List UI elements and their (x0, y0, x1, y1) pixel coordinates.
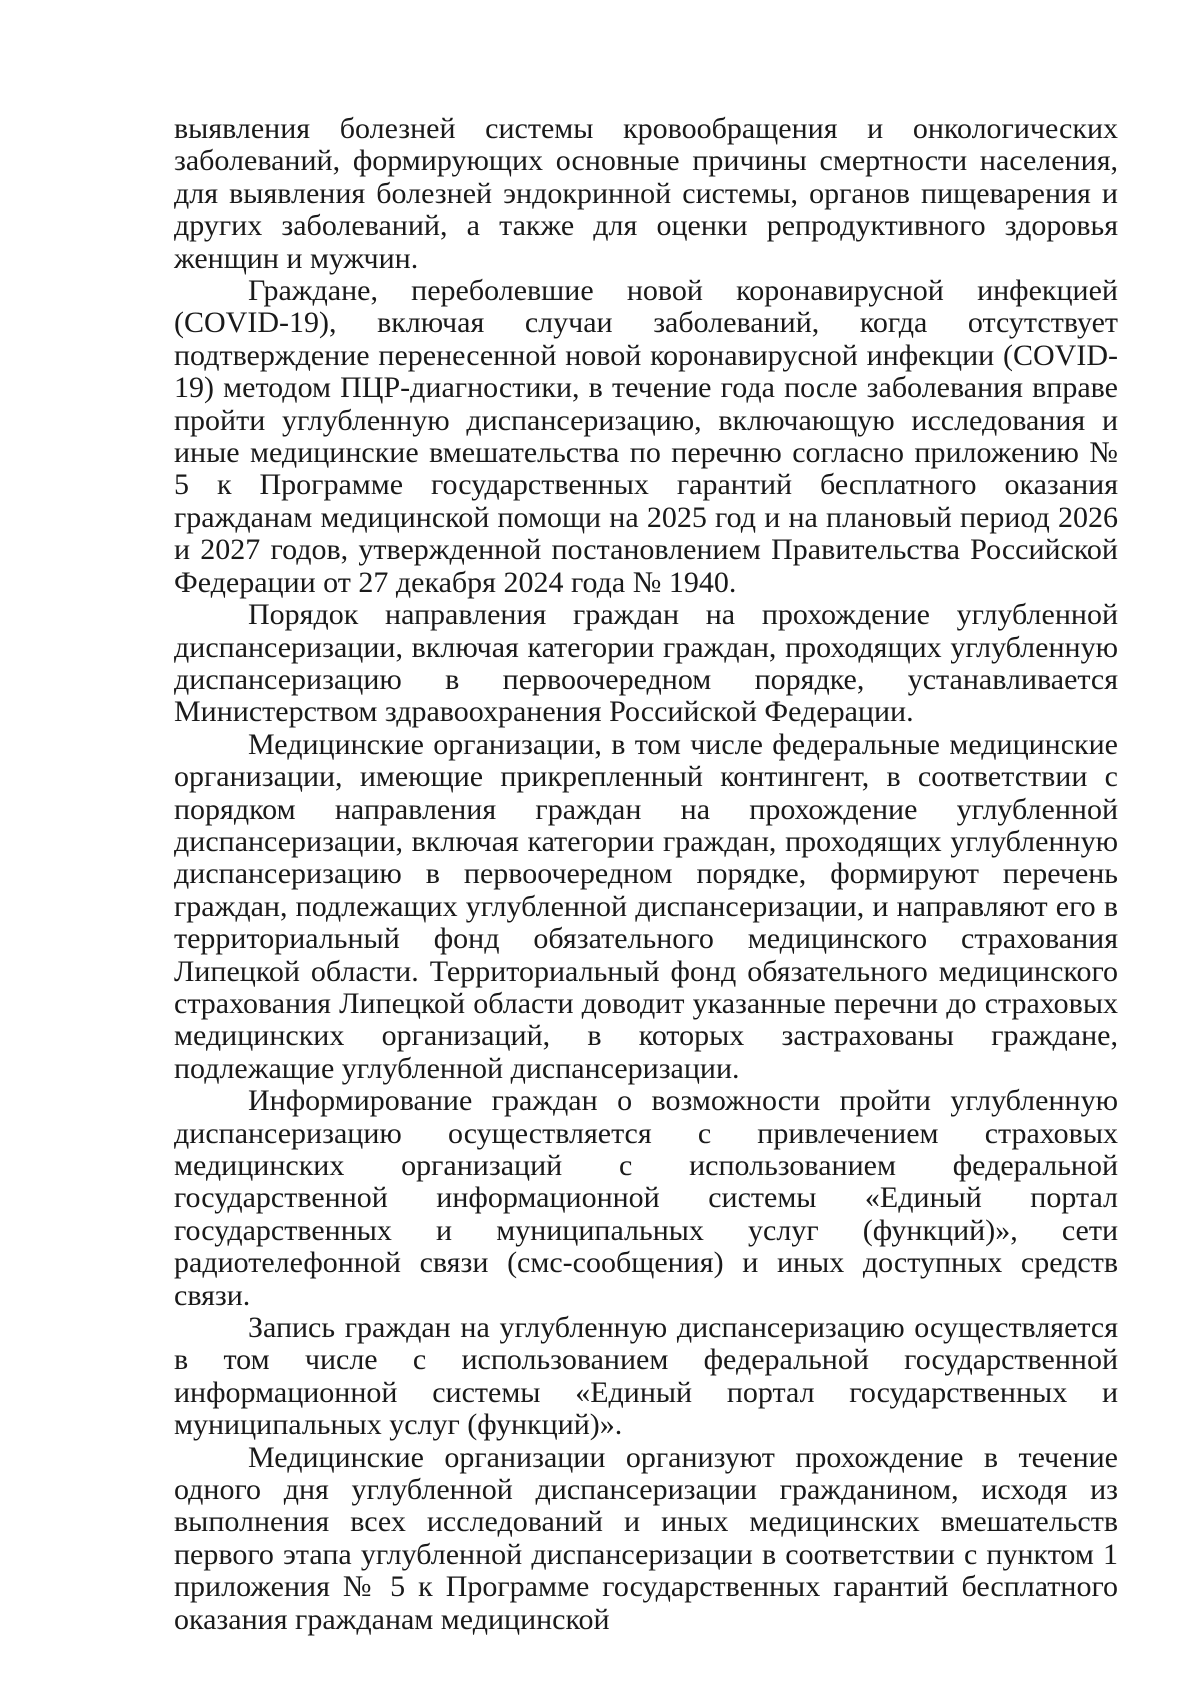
paragraph-covid-recovered: Граждане, переболевшие новой коронавирусной инфекцией (COVID-19), включая случаи заболеваний, когда отсутствует подтверждение перенесенной новой коронавирусной инфекции (COVID-19) методом ПЦР-диагностики, в течение года после заболевания вправе пройти углубленную диспансеризацию, включающую исследования и иные медицинские вмешательства по перечню согласно приложению № 5 к Программе государственных гарантий бесплатного оказания гражданам медицинской помощи на 2025 год и на плановый период 2026 и 2027 годов, утвержденной постановлением Правительства Российской Федерации от 27 декабря 2024 года № 1940. (174, 274, 1118, 599)
paragraph-one-day-examination: Медицинские организации организуют прохождение в течение одного дня углубленной диспансеризации гражданином, исходя из выполнения всех исследований и иных медицинских вмешательств первого этапа углубленной диспансеризации в соответствии с пунктом 1 приложения № 5 к Программе государственных гарантий бесплатного оказания гражданам медицинской (174, 1440, 1118, 1636)
paragraph-informing-citizens: Информирование граждан о возможности пройти углубленную диспансеризацию осуществляется с привлечением страховых медицинских организаций с использованием федеральной государственной информационной системы «Единый портал государственных и муниципальных услуг (функций)», сети радиотелефонной связи (смс-сообщения) и иных доступных средств связи. (174, 1084, 1118, 1312)
paragraph-continuation: выявления болезней системы кровообращения и онкологических заболеваний, формирующих основные причины смертности населения, для выявления болезней эндокринной системы, органов пищеварения и других заболеваний, а также для оценки репродуктивного здоровья женщин и мужчин. (174, 112, 1118, 275)
paragraph-referral-procedure: Порядок направления граждан на прохождение углубленной диспансеризации, включая категории граждан, проходящих углубленную диспансеризацию в первоочередном порядке, устанавливается Министерством здравоохранения Российской Федерации. (174, 598, 1118, 729)
paragraph-registration: Запись граждан на углубленную диспансеризацию осуществляется в том числе с использованием федеральной государственной информационной системы «Единый портал государственных и муниципальных услуг (функций)». (174, 1311, 1118, 1442)
document-text (174, 113, 1118, 1636)
paragraph-medical-organizations: Медицинские организации, в том числе федеральные медицинские организации, имеющие прикрепленный контингент, в соответствии с порядком направления граждан на прохождение углубленной диспансеризации, включая категории граждан, проходящих углубленную диспансеризацию в первоочередном порядке, формируют перечень граждан, подлежащих углубленной диспансеризации, и направляют его в территориальный фонд обязательного медицинского страхования Липецкой области. Территориальный фонд обязательного медицинского страхования Липецкой области доводит указанные перечни до страховых медицинских организаций, в которых застрахованы граждане, подлежащие углубленной диспансеризации. (174, 727, 1118, 1085)
